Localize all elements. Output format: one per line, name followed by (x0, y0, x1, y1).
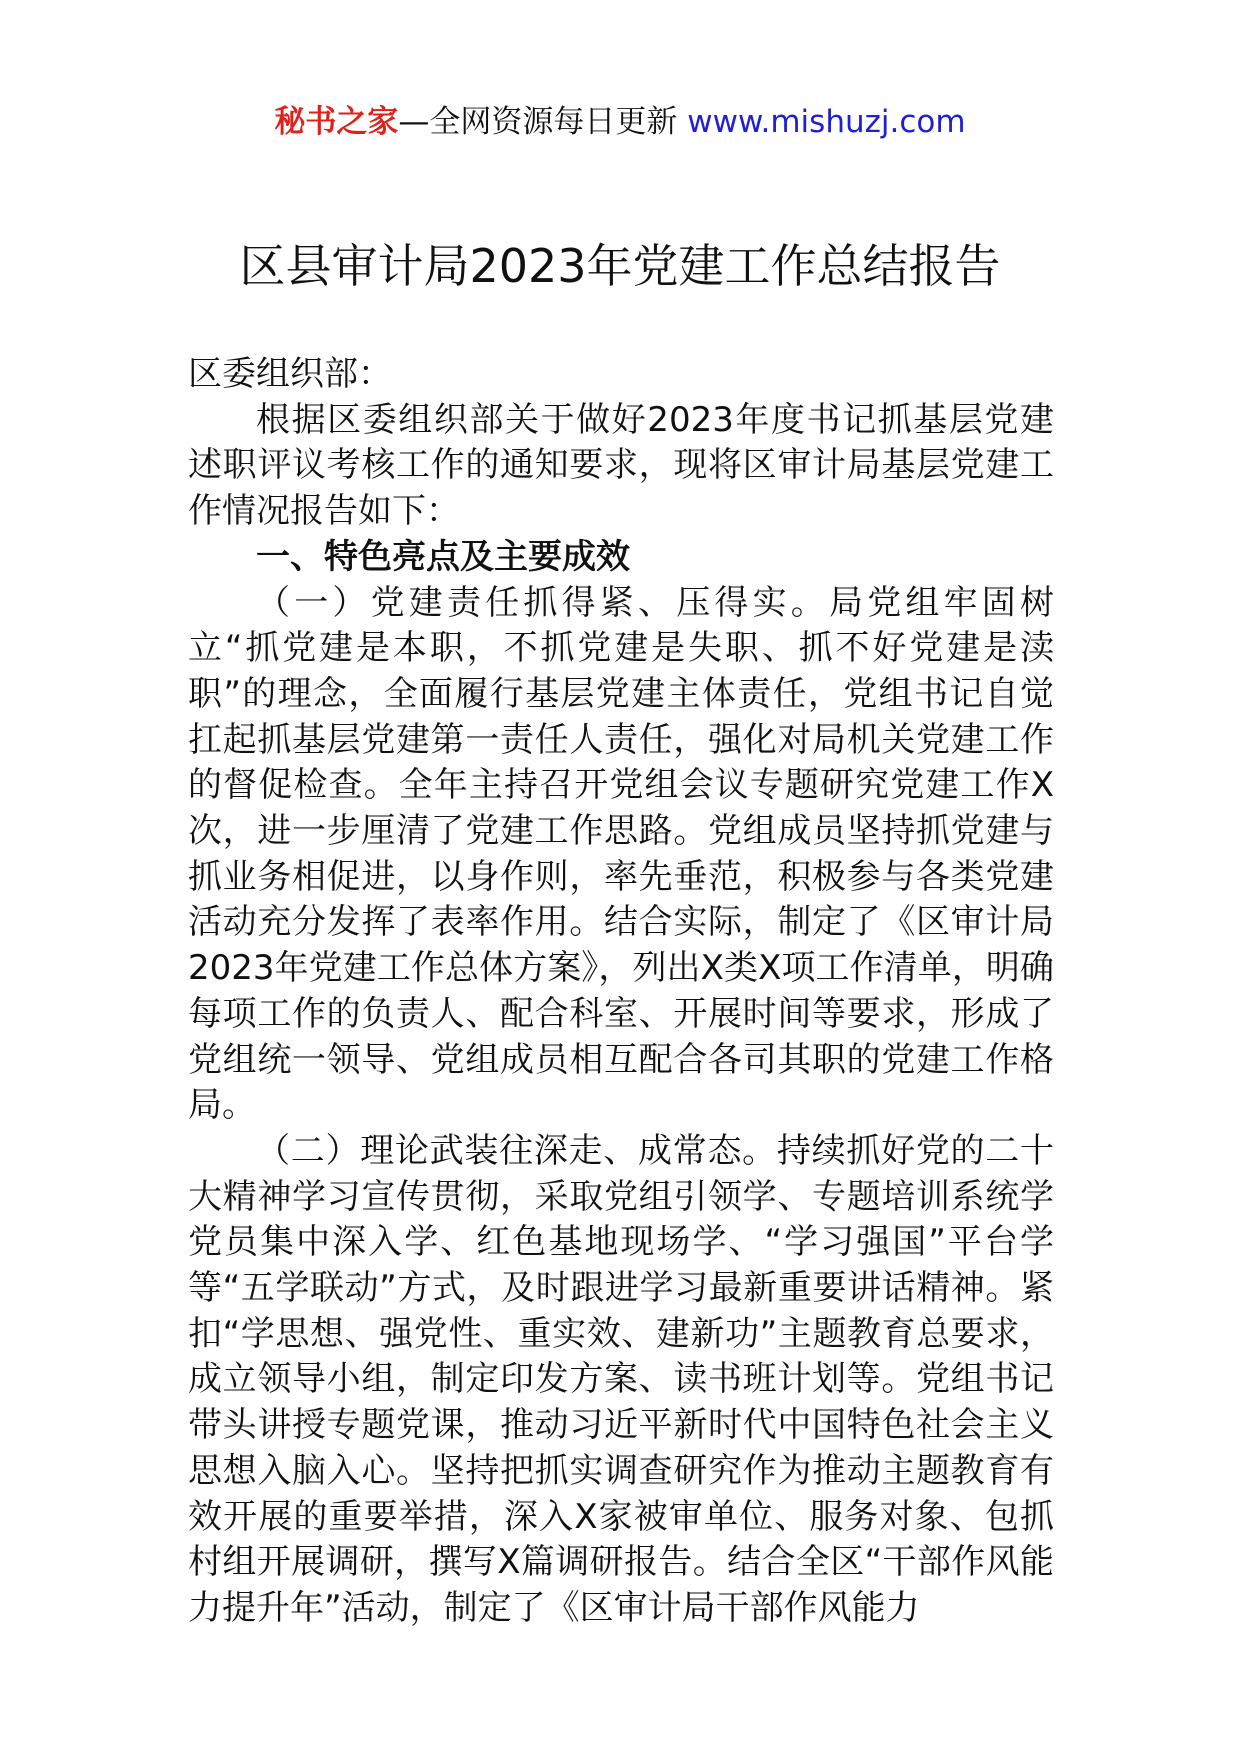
document-title: 区县审计局2023年党建工作总结报告 (239, 239, 1001, 293)
document-body (188, 352, 1054, 1632)
paragraph-1: （一）党建责任抓得紧、压得实。局党组牢固树立“抓党建是本职，不抓党建是失职、抓不好党建是渎职”的理念，全面履行基层党建主体责任，党组书记自觉扛起抓基层党建第一责任人责任，强化对局机关党建工作的督促检查。全年主持召开党组会议专题研究党建工作X次，进一步厘清了党建工作思路。党组成员坚持抓党建与抓业务相促进，以身作则，率先垂范，积极参与各类党建活动充分发挥了表率作用。结合实际，制定了《区审计局2023年党建工作总体方案》，列出X类X项工作清单，明确每项工作的负责人、配合科室、开展时间等要求，形成了党组统一领导、党组成员相互配合各司其职的党建工作格局。 (188, 582, 1054, 1126)
site-header (0, 100, 1240, 144)
paragraph-2: （二）理论武装往深走、成常态。持续抓好党的二十大精神学习宣传贯彻，采取党组引领学、专题培训系统学党员集中深入学、红色基地现场学、“学习强国”平台学等“五学联动”方式，及时跟进学习最新重要讲话精神。紧扣“学思想、强党性、重实效、建新功”主题教育总要求，成立领导小组，制定印发方案、读书班计划等。党组书记带头讲授专题党课，推动习近平新时代中国特色社会主义思想入脑入心。坚持把抓实调查研究作为推动主题教育有效开展的重要举措，深入X家被审单位、服务对象、包抓村组开展调研，撰写X篇调研报告。结合全区“干部作风能力提升年”活动，制定了《区审计局干部作风能力 (188, 1130, 1054, 1628)
site-url-link[interactable]: www.mishuzj.com (687, 104, 966, 140)
brand-name: 秘书之家 (274, 104, 399, 140)
intro-paragraph: 根据区委组织部关于做好2023年度书记抓基层党建述职评议考核工作的通知要求，现将区审计局基层党建工作情况报告如下： (188, 399, 1054, 532)
salutation: 区委组织部： (188, 354, 392, 394)
section-heading: 一、特色亮点及主要成效 (256, 536, 630, 577)
header-tagline: —全网资源每日更新 (398, 104, 688, 140)
